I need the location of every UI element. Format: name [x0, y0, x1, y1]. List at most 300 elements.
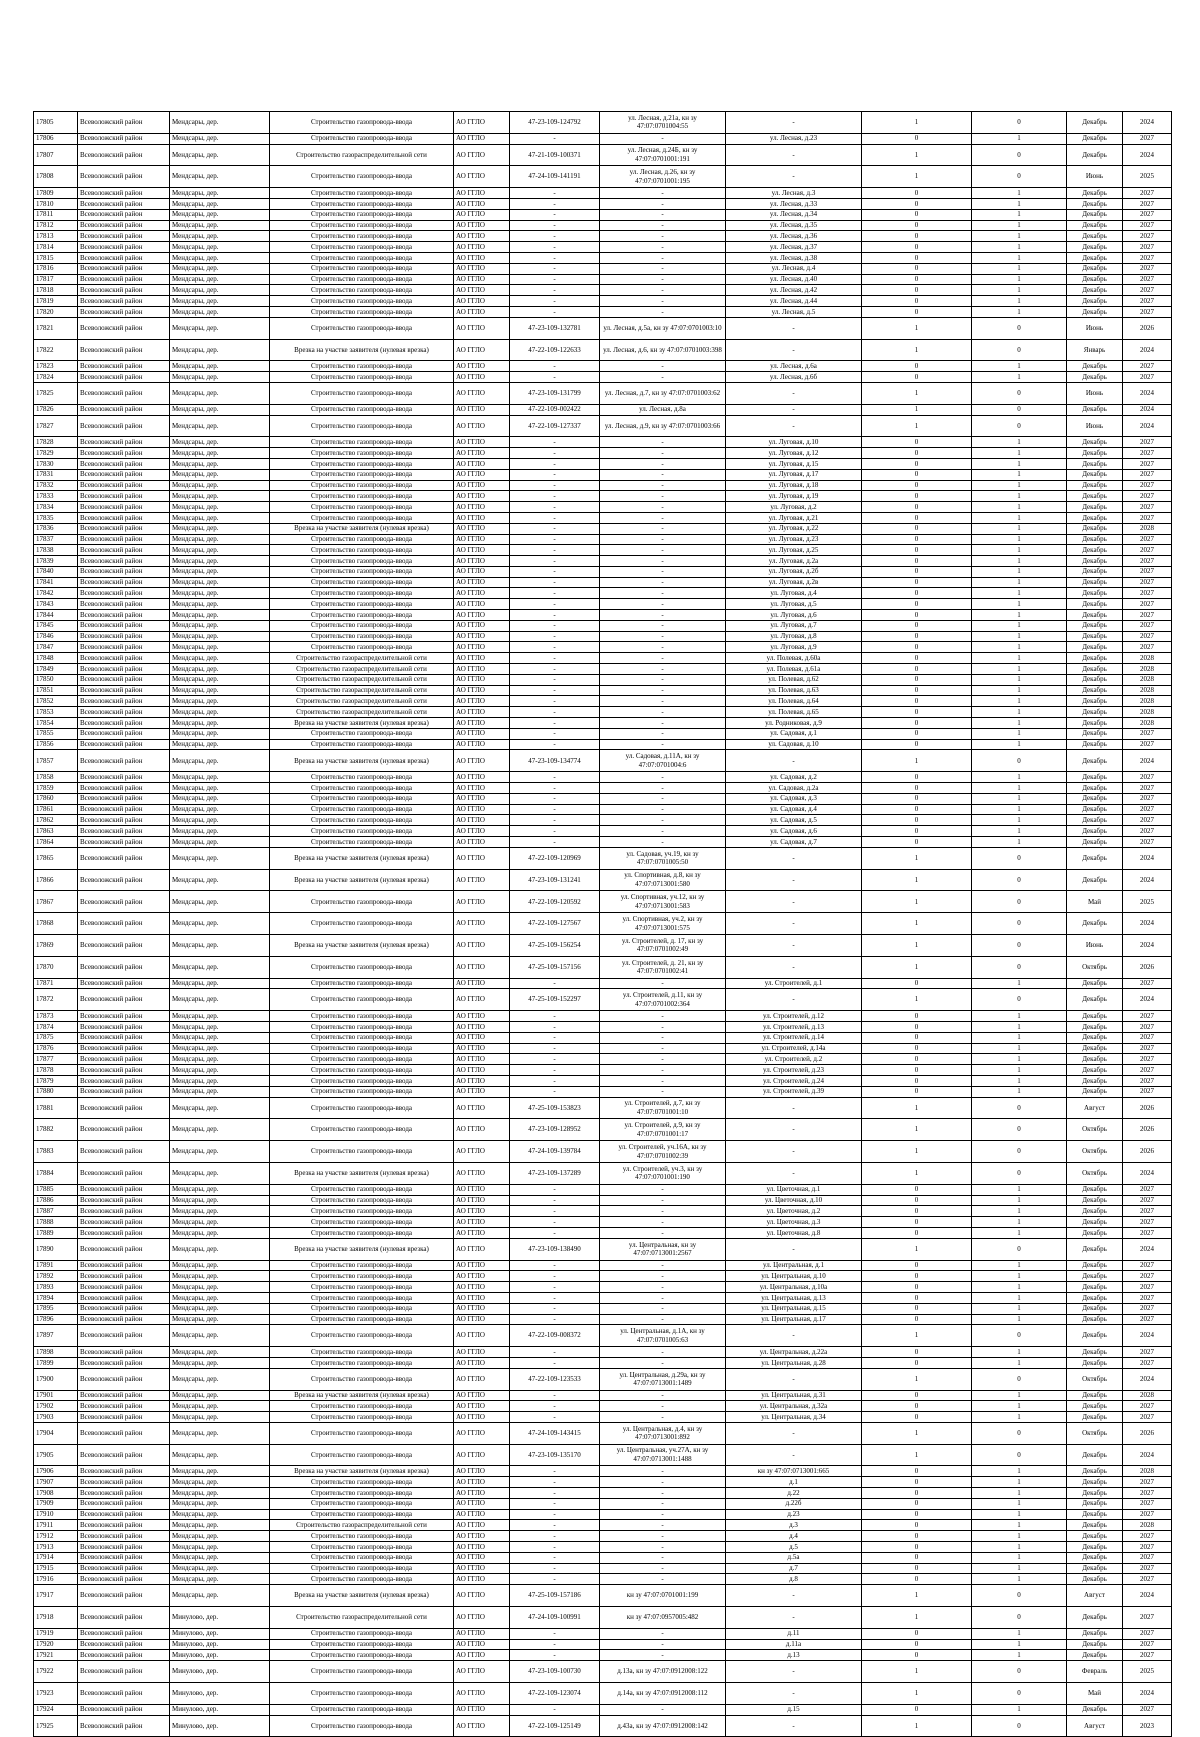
cell-settlement: Мендсары, дер.: [170, 382, 270, 404]
cell-application-number: -: [510, 1011, 600, 1022]
cell-row-number: 17883: [34, 1141, 78, 1163]
cell-organization: АО ГГЛО: [454, 285, 510, 296]
cell-row-number: 17852: [34, 696, 78, 707]
cell-row-number: 17908: [34, 1488, 78, 1499]
cell-year: 2027: [1123, 1303, 1172, 1314]
cell-count-b: 0: [972, 339, 1067, 361]
cell-address-cadastral: -: [600, 512, 726, 523]
cell-settlement: Мендсары, дер.: [170, 1065, 270, 1076]
cell-count-a: 0: [862, 306, 972, 317]
cell-count-a: 0: [862, 1509, 972, 1520]
cell-application-number: 47-22-109-122633: [510, 339, 600, 361]
cell-address-cadastral: ул. Спортивная, уч.2, кн зу 47:07:0713001:575: [600, 913, 726, 935]
table-row: [34, 599, 1172, 610]
cell-address-cadastral: -: [600, 1477, 726, 1488]
cell-count-b: 0: [972, 989, 1067, 1011]
cell-district: Всеволожский район: [78, 534, 170, 545]
cell-organization: АО ГГЛО: [454, 317, 510, 339]
cell-row-number: 17856: [34, 739, 78, 750]
cell-row-number: 17912: [34, 1531, 78, 1542]
cell-work-type: Строительство газопровода-ввода: [270, 1119, 454, 1141]
cell-address: -: [726, 1444, 862, 1466]
cell-row-number: 17893: [34, 1282, 78, 1293]
cell-settlement: Мендсары, дер.: [170, 783, 270, 794]
cell-work-type: Строительство газораспределительной сети: [270, 144, 454, 166]
cell-row-number: 17810: [34, 198, 78, 209]
cell-year: 2027: [1123, 1217, 1172, 1228]
cell-year: 2024: [1123, 989, 1172, 1011]
cell-settlement: Мендсары, дер.: [170, 1422, 270, 1444]
cell-work-type: Строительство газораспределительной сети: [270, 664, 454, 675]
cell-month: Декабрь: [1067, 1260, 1123, 1271]
cell-count-b: 1: [972, 1032, 1067, 1043]
table-row: [34, 188, 1172, 199]
cell-address-cadastral: -: [600, 448, 726, 459]
cell-address-cadastral: ул. Центральная, кн зу 47:07:0713001:2567: [600, 1238, 726, 1260]
cell-application-number: -: [510, 1477, 600, 1488]
cell-address: ул. Лесная, д.34: [726, 209, 862, 220]
cell-month: Декабрь: [1067, 1390, 1123, 1401]
cell-address-cadastral: -: [600, 1075, 726, 1086]
cell-month: Декабрь: [1067, 1347, 1123, 1358]
cell-count-b: 1: [972, 1011, 1067, 1022]
cell-address: -: [726, 869, 862, 891]
cell-address-cadastral: ул. Строителей, д. 17, кн зу 47:07:0701002:49: [600, 935, 726, 957]
cell-address-cadastral: ул. Лесная, д.26, кн зу 47:07:0701001:195: [600, 166, 726, 188]
cell-count-a: 0: [862, 198, 972, 209]
cell-count-a: 0: [862, 556, 972, 567]
cell-organization: АО ГГЛО: [454, 339, 510, 361]
cell-year: 2027: [1123, 296, 1172, 307]
cell-district: Всеволожский район: [78, 1271, 170, 1282]
cell-count-b: 1: [972, 1065, 1067, 1076]
cell-count-b: 0: [972, 935, 1067, 957]
cell-application-number: -: [510, 545, 600, 556]
cell-district: Всеволожский район: [78, 502, 170, 513]
cell-address-cadastral: -: [600, 361, 726, 372]
cell-count-b: 1: [972, 1498, 1067, 1509]
cell-month: Декабрь: [1067, 1574, 1123, 1585]
cell-work-type: Строительство газопровода-ввода: [270, 480, 454, 491]
cell-organization: АО ГГЛО: [454, 480, 510, 491]
cell-organization: АО ГГЛО: [454, 664, 510, 675]
table-row: [34, 1704, 1172, 1715]
table-row: [34, 252, 1172, 263]
cell-organization: АО ГГЛО: [454, 1271, 510, 1282]
cell-district: Всеволожский район: [78, 1065, 170, 1076]
cell-district: Всеволожский район: [78, 361, 170, 372]
cell-application-number: 47-22-109-008372: [510, 1325, 600, 1347]
cell-settlement: Мендсары, дер.: [170, 891, 270, 913]
cell-address-cadastral: -: [600, 296, 726, 307]
cell-row-number: 17876: [34, 1043, 78, 1054]
cell-address: ул. Центральная, д.10а: [726, 1282, 862, 1293]
table-row: [34, 685, 1172, 696]
cell-count-b: 1: [972, 1542, 1067, 1553]
cell-settlement: Минулово, дер.: [170, 1650, 270, 1661]
cell-count-a: 0: [862, 772, 972, 783]
cell-month: Декабрь: [1067, 664, 1123, 675]
cell-organization: АО ГГЛО: [454, 1401, 510, 1412]
cell-month: Декабрь: [1067, 231, 1123, 242]
cell-work-type: Строительство газопровода-ввода: [270, 1552, 454, 1563]
cell-address: ул. Полевая, д.62: [726, 674, 862, 685]
cell-count-a: 0: [862, 599, 972, 610]
cell-year: 2026: [1123, 1422, 1172, 1444]
cell-year: 2027: [1123, 534, 1172, 545]
cell-month: Декабрь: [1067, 556, 1123, 567]
cell-address-cadastral: -: [600, 242, 726, 253]
cell-address: ул. Луговая, д.9: [726, 642, 862, 653]
cell-count-b: 1: [972, 1282, 1067, 1293]
cell-address: ул. Лесная, д.44: [726, 296, 862, 307]
cell-count-a: 1: [862, 847, 972, 869]
cell-settlement: Мендсары, дер.: [170, 1021, 270, 1032]
cell-count-b: 1: [972, 458, 1067, 469]
cell-address-cadastral: ул. Строителей, уч.3, кн зу 47:07:0701001:190: [600, 1162, 726, 1184]
table-row: [34, 1715, 1172, 1737]
cell-row-number: 17863: [34, 826, 78, 837]
cell-address: ул. Луговая, д.4: [726, 588, 862, 599]
cell-application-number: -: [510, 1466, 600, 1477]
cell-row-number: 17872: [34, 989, 78, 1011]
cell-district: Всеволожский район: [78, 956, 170, 978]
cell-address: ул. Луговая, д.19: [726, 491, 862, 502]
cell-month: Декабрь: [1067, 242, 1123, 253]
cell-count-b: 0: [972, 913, 1067, 935]
cell-settlement: Мендсары, дер.: [170, 263, 270, 274]
cell-count-a: 0: [862, 1488, 972, 1499]
cell-district: Всеволожский район: [78, 610, 170, 621]
cell-count-b: 1: [972, 252, 1067, 263]
cell-row-number: 17847: [34, 642, 78, 653]
cell-count-a: 0: [862, 978, 972, 989]
cell-application-number: -: [510, 815, 600, 826]
cell-work-type: Строительство газопровода-ввода: [270, 956, 454, 978]
cell-work-type: Строительство газораспределительной сети: [270, 674, 454, 685]
cell-application-number: 47-23-109-132781: [510, 317, 600, 339]
table-row: [34, 935, 1172, 957]
cell-year: 2027: [1123, 1347, 1172, 1358]
cell-work-type: Строительство газопровода-ввода: [270, 1325, 454, 1347]
cell-year: 2028: [1123, 707, 1172, 718]
cell-organization: АО ГГЛО: [454, 1314, 510, 1325]
cell-count-b: 1: [972, 512, 1067, 523]
cell-count-b: 1: [972, 610, 1067, 621]
cell-application-number: 47-24-109-141191: [510, 166, 600, 188]
cell-work-type: Строительство газопровода-ввода: [270, 1021, 454, 1032]
cell-year: 2027: [1123, 1292, 1172, 1303]
cell-application-number: -: [510, 978, 600, 989]
cell-address: ул. Лесная, д.36: [726, 231, 862, 242]
cell-work-type: Строительство газопровода-ввода: [270, 1628, 454, 1639]
cell-address: -: [726, 1607, 862, 1629]
cell-address: д.1: [726, 1477, 862, 1488]
cell-month: Декабрь: [1067, 1282, 1123, 1293]
table-row: [34, 404, 1172, 415]
cell-settlement: Минулово, дер.: [170, 1607, 270, 1629]
cell-address-cadastral: -: [600, 306, 726, 317]
cell-month: Декабрь: [1067, 1054, 1123, 1065]
cell-count-b: 1: [972, 285, 1067, 296]
cell-settlement: Мендсары, дер.: [170, 1390, 270, 1401]
cell-organization: АО ГГЛО: [454, 1574, 510, 1585]
cell-organization: АО ГГЛО: [454, 1162, 510, 1184]
cell-work-type: Строительство газопровода-ввода: [270, 728, 454, 739]
cell-work-type: Строительство газораспределительной сети: [270, 707, 454, 718]
table-row: [34, 415, 1172, 437]
cell-organization: АО ГГЛО: [454, 1086, 510, 1097]
cell-count-b: 0: [972, 847, 1067, 869]
cell-work-type: Строительство газопровода-ввода: [270, 1227, 454, 1238]
cell-address: ул. Луговая, д.5: [726, 599, 862, 610]
cell-count-b: 1: [972, 198, 1067, 209]
cell-application-number: -: [510, 274, 600, 285]
cell-organization: АО ГГЛО: [454, 112, 510, 134]
cell-address-cadastral: ул. Лесная, д.21а, кн зу 47:07:0701004:55: [600, 112, 726, 134]
table-row: [34, 1054, 1172, 1065]
cell-year: 2027: [1123, 1195, 1172, 1206]
cell-year: 2027: [1123, 1227, 1172, 1238]
cell-application-number: -: [510, 306, 600, 317]
cell-count-b: 1: [972, 448, 1067, 459]
cell-year: 2027: [1123, 1282, 1172, 1293]
cell-address: ул. Лесная, д.5: [726, 306, 862, 317]
cell-count-b: 0: [972, 1119, 1067, 1141]
cell-work-type: Строительство газопровода-ввода: [270, 491, 454, 502]
table-row: [34, 1227, 1172, 1238]
cell-row-number: 17844: [34, 610, 78, 621]
cell-settlement: Мендсары, дер.: [170, 664, 270, 675]
cell-organization: АО ГГЛО: [454, 1466, 510, 1477]
cell-settlement: Мендсары, дер.: [170, 231, 270, 242]
cell-month: Декабрь: [1067, 1206, 1123, 1217]
table-row: [34, 502, 1172, 513]
cell-settlement: Мендсары, дер.: [170, 502, 270, 513]
table-row: [34, 891, 1172, 913]
cell-count-b: 1: [972, 1628, 1067, 1639]
cell-organization: АО ГГЛО: [454, 1498, 510, 1509]
cell-row-number: 17864: [34, 837, 78, 848]
cell-count-b: 1: [972, 707, 1067, 718]
cell-address: д.7: [726, 1563, 862, 1574]
table-row: [34, 1260, 1172, 1271]
cell-month: Июнь: [1067, 935, 1123, 957]
cell-work-type: Строительство газопровода-ввода: [270, 231, 454, 242]
cell-settlement: Мендсары, дер.: [170, 1043, 270, 1054]
cell-row-number: 17839: [34, 556, 78, 567]
cell-work-type: Строительство газопровода-ввода: [270, 642, 454, 653]
cell-application-number: -: [510, 220, 600, 231]
cell-settlement: Мендсары, дер.: [170, 653, 270, 664]
cell-count-b: 1: [972, 1271, 1067, 1282]
cell-year: 2027: [1123, 772, 1172, 783]
cell-application-number: -: [510, 1552, 600, 1563]
cell-address-cadastral: -: [600, 642, 726, 653]
cell-address: ул. Луговая, д.2а: [726, 556, 862, 567]
cell-count-a: 1: [862, 1444, 972, 1466]
cell-address: -: [726, 382, 862, 404]
cell-month: Декабрь: [1067, 1488, 1123, 1499]
cell-settlement: Мендсары, дер.: [170, 556, 270, 567]
cell-count-b: 1: [972, 1650, 1067, 1661]
cell-address: -: [726, 1715, 862, 1737]
cell-address: ул. Полевая, д.61а: [726, 664, 862, 675]
cell-month: Декабрь: [1067, 263, 1123, 274]
table-row: [34, 198, 1172, 209]
cell-work-type: Строительство газопровода-ввода: [270, 1650, 454, 1661]
cell-application-number: -: [510, 1390, 600, 1401]
cell-address: ул. Лесная, д.4: [726, 263, 862, 274]
table-row: [34, 989, 1172, 1011]
cell-settlement: Мендсары, дер.: [170, 707, 270, 718]
cell-district: Всеволожский район: [78, 847, 170, 869]
cell-settlement: Мендсары, дер.: [170, 242, 270, 253]
cell-year: 2027: [1123, 1054, 1172, 1065]
cell-settlement: Мендсары, дер.: [170, 837, 270, 848]
cell-count-a: 0: [862, 1075, 972, 1086]
cell-row-number: 17848: [34, 653, 78, 664]
table-row: [34, 1422, 1172, 1444]
table-row: [34, 1217, 1172, 1228]
table-row: [34, 1477, 1172, 1488]
cell-count-b: 1: [972, 1639, 1067, 1650]
cell-settlement: Мендсары, дер.: [170, 1054, 270, 1065]
cell-count-a: 0: [862, 502, 972, 513]
cell-year: 2025: [1123, 1661, 1172, 1683]
cell-application-number: 47-23-109-138490: [510, 1238, 600, 1260]
cell-organization: АО ГГЛО: [454, 382, 510, 404]
cell-row-number: 17817: [34, 274, 78, 285]
cell-work-type: Строительство газопровода-ввода: [270, 989, 454, 1011]
cell-count-a: 0: [862, 491, 972, 502]
cell-month: Декабрь: [1067, 1325, 1123, 1347]
table-row: [34, 166, 1172, 188]
cell-row-number: 17823: [34, 361, 78, 372]
cell-row-number: 17899: [34, 1357, 78, 1368]
cell-month: Декабрь: [1067, 783, 1123, 794]
cell-work-type: Строительство газопровода-ввода: [270, 891, 454, 913]
cell-district: Всеволожский район: [78, 674, 170, 685]
cell-address-cadastral: -: [600, 220, 726, 231]
cell-row-number: 17913: [34, 1542, 78, 1553]
table-row: [34, 112, 1172, 134]
cell-row-number: 17819: [34, 296, 78, 307]
cell-count-b: 1: [972, 469, 1067, 480]
cell-month: Декабрь: [1067, 815, 1123, 826]
cell-address: ул. Садовая, д.2: [726, 772, 862, 783]
cell-count-b: 1: [972, 1412, 1067, 1423]
cell-district: Всеволожский район: [78, 837, 170, 848]
cell-row-number: 17842: [34, 588, 78, 599]
table-row: [34, 1509, 1172, 1520]
cell-work-type: Строительство газопровода-ввода: [270, 610, 454, 621]
cell-application-number: 47-23-109-131241: [510, 869, 600, 891]
cell-district: Всеволожский район: [78, 545, 170, 556]
cell-row-number: 17889: [34, 1227, 78, 1238]
cell-address-cadastral: -: [600, 491, 726, 502]
cell-settlement: Минулово, дер.: [170, 1704, 270, 1715]
cell-count-b: 1: [972, 1357, 1067, 1368]
cell-organization: АО ГГЛО: [454, 231, 510, 242]
cell-address-cadastral: -: [600, 837, 726, 848]
table-row: [34, 1347, 1172, 1358]
cell-count-a: 0: [862, 610, 972, 621]
cell-application-number: 47-25-109-157156: [510, 956, 600, 978]
table-row: [34, 1162, 1172, 1184]
cell-organization: АО ГГЛО: [454, 534, 510, 545]
cell-application-number: -: [510, 1488, 600, 1499]
cell-address-cadastral: кн зу 47:07:0701001:199: [600, 1585, 726, 1607]
cell-district: Всеволожский район: [78, 1444, 170, 1466]
cell-application-number: -: [510, 1195, 600, 1206]
cell-district: Всеволожский район: [78, 1357, 170, 1368]
cell-count-b: 0: [972, 1368, 1067, 1390]
cell-address-cadastral: ул. Строителей, д. 21, кн зу 47:07:0701002:41: [600, 956, 726, 978]
cell-work-type: Строительство газопровода-ввода: [270, 372, 454, 383]
table-row: [34, 804, 1172, 815]
cell-row-number: 17853: [34, 707, 78, 718]
cell-year: 2027: [1123, 815, 1172, 826]
cell-year: 2027: [1123, 1065, 1172, 1076]
cell-count-b: 1: [972, 1043, 1067, 1054]
cell-settlement: Мендсары, дер.: [170, 133, 270, 144]
cell-district: Всеволожский район: [78, 804, 170, 815]
cell-settlement: Мендсары, дер.: [170, 1552, 270, 1563]
cell-district: Всеволожский район: [78, 1509, 170, 1520]
table-row: [34, 610, 1172, 621]
cell-application-number: -: [510, 458, 600, 469]
cell-settlement: Мендсары, дер.: [170, 772, 270, 783]
cell-organization: АО ГГЛО: [454, 1227, 510, 1238]
cell-organization: АО ГГЛО: [454, 263, 510, 274]
cell-application-number: 47-25-109-156254: [510, 935, 600, 957]
cell-month: Июнь: [1067, 382, 1123, 404]
cell-district: Всеволожский район: [78, 469, 170, 480]
cell-row-number: 17910: [34, 1509, 78, 1520]
cell-row-number: 17925: [34, 1715, 78, 1737]
cell-organization: АО ГГЛО: [454, 1552, 510, 1563]
cell-district: Всеволожский район: [78, 1390, 170, 1401]
cell-count-a: 0: [862, 804, 972, 815]
cell-count-a: 0: [862, 1043, 972, 1054]
cell-work-type: Строительство газопровода-ввода: [270, 458, 454, 469]
cell-organization: АО ГГЛО: [454, 1488, 510, 1499]
cell-organization: АО ГГЛО: [454, 1444, 510, 1466]
cell-address-cadastral: -: [600, 804, 726, 815]
table-row: [34, 1639, 1172, 1650]
cell-district: Всеволожский район: [78, 739, 170, 750]
cell-address: -: [726, 750, 862, 772]
cell-settlement: Мендсары, дер.: [170, 978, 270, 989]
cell-count-b: 1: [972, 978, 1067, 989]
cell-address-cadastral: -: [600, 231, 726, 242]
cell-work-type: Врезка на участке заявителя (нулевая врезка): [270, 718, 454, 729]
cell-application-number: -: [510, 1520, 600, 1531]
cell-row-number: 17822: [34, 339, 78, 361]
table-row: [34, 144, 1172, 166]
cell-district: Всеволожский район: [78, 1650, 170, 1661]
cell-application-number: -: [510, 566, 600, 577]
cell-organization: АО ГГЛО: [454, 1422, 510, 1444]
cell-organization: АО ГГЛО: [454, 1075, 510, 1086]
cell-application-number: -: [510, 1086, 600, 1097]
cell-settlement: Мендсары, дер.: [170, 1444, 270, 1466]
cell-address: ул. Садовая, д.4: [726, 804, 862, 815]
cell-row-number: 17917: [34, 1585, 78, 1607]
cell-organization: АО ГГЛО: [454, 728, 510, 739]
cell-month: Декабрь: [1067, 469, 1123, 480]
